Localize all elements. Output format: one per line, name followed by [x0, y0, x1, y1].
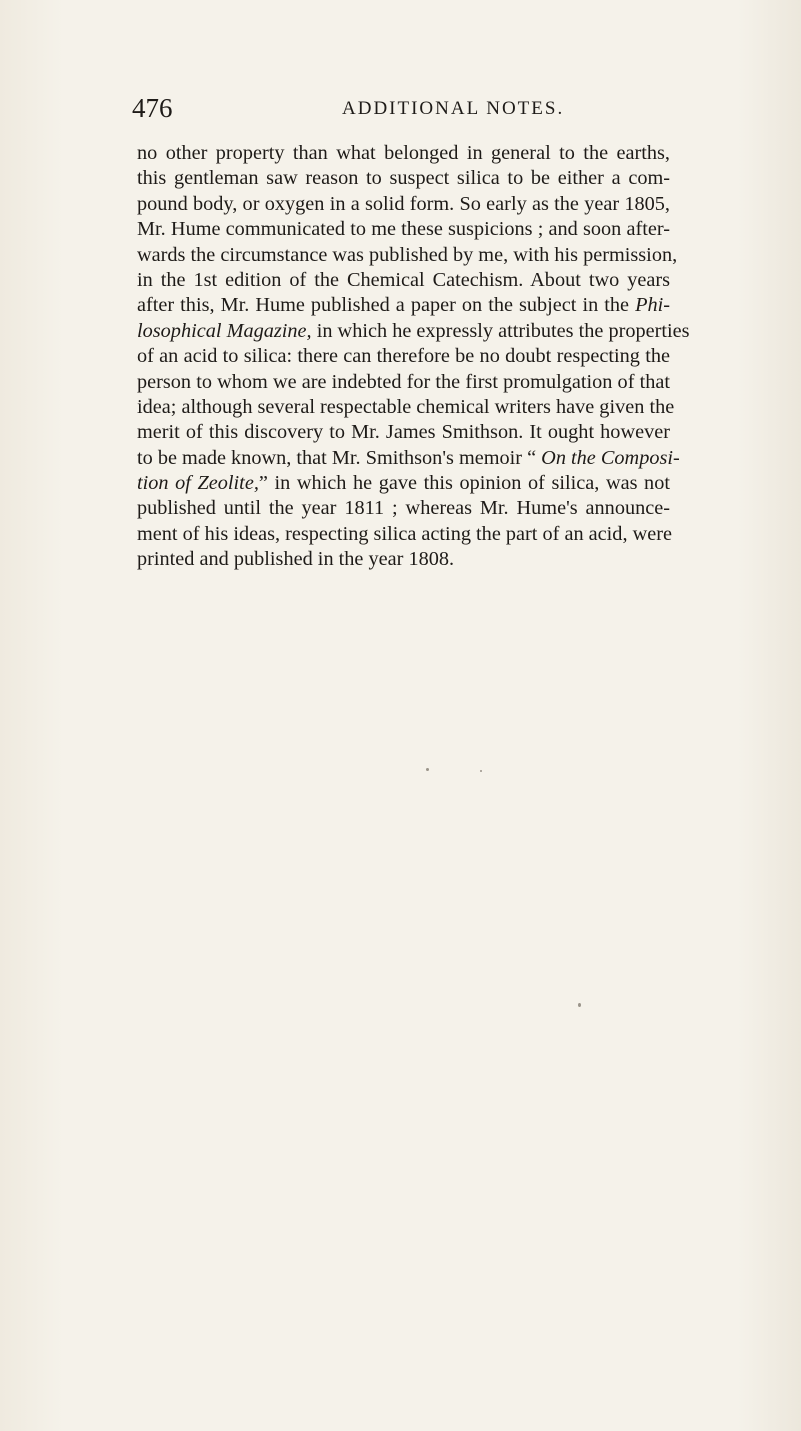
text-run: in the 1st edition of the Chemical Catechism. About two years	[137, 268, 670, 291]
text-run: of an acid to silica: there can therefore be no doubt respecting the	[137, 345, 670, 368]
text-line	[137, 344, 670, 369]
page-number: 476	[132, 93, 173, 123]
text-run: after this, Mr. Hume published a paper on the subject in the	[137, 294, 636, 317]
text-run: pound body, or oxygen in a solid form. So early as the year 1805,	[137, 192, 670, 215]
text-run: wards the circumstance was published by me, with his permission,	[137, 243, 678, 266]
italic-text: On the Composi-	[541, 446, 680, 469]
text-run: ment of his ideas, respecting silica acting the part of an acid, were	[137, 522, 672, 545]
text-line	[137, 370, 670, 395]
text-run: printed and published in the year 1808.	[137, 548, 455, 571]
text-run: published until the year 1811 ; whereas Mr. Hume's announce-	[137, 497, 670, 520]
italic-text: Phi-	[635, 294, 670, 317]
text-line	[137, 192, 670, 217]
paper-speck	[426, 768, 429, 771]
text-line	[137, 522, 670, 547]
paper-speck	[578, 1003, 581, 1007]
text-run: no other property than what belonged in general to the earths,	[137, 142, 670, 164]
text-run: in which he expressly attributes the properties	[311, 319, 690, 342]
text-line	[137, 243, 678, 268]
text-line	[137, 268, 670, 293]
text-run: idea; although several respectable chemical writers have given the	[137, 395, 675, 418]
body-paragraph	[137, 141, 690, 573]
text-line	[137, 319, 690, 344]
italic-text: losophical Magazine,	[137, 319, 312, 342]
text-line	[137, 141, 670, 166]
text-line	[137, 166, 670, 191]
text-line	[137, 471, 670, 496]
running-head-title: ADDITIONAL NOTES.	[342, 98, 565, 119]
text-run: to be made known, that Mr. Smithson's memoir “	[137, 446, 542, 469]
text-line	[137, 420, 670, 445]
text-line	[137, 217, 670, 242]
text-run: this gentleman saw reason to suspect silica to be either a com-	[137, 167, 670, 190]
text-line	[137, 446, 680, 471]
text-run: person to whom we are indebted for the first promulgation of that	[137, 370, 670, 393]
text-line	[137, 547, 670, 572]
text-run: ” in which he gave this opinion of silica, was not	[258, 472, 670, 495]
text-line	[137, 496, 670, 521]
paper-speck	[480, 770, 482, 772]
running-head	[132, 92, 692, 124]
italic-text: tion of Zeolite,	[137, 472, 259, 495]
text-line	[137, 395, 675, 420]
text-run: Mr. Hume communicated to me these suspicions ; and soon after-	[137, 218, 670, 241]
text-line	[137, 293, 670, 318]
text-run: merit of this discovery to Mr. James Smithson. It ought however	[137, 421, 670, 444]
